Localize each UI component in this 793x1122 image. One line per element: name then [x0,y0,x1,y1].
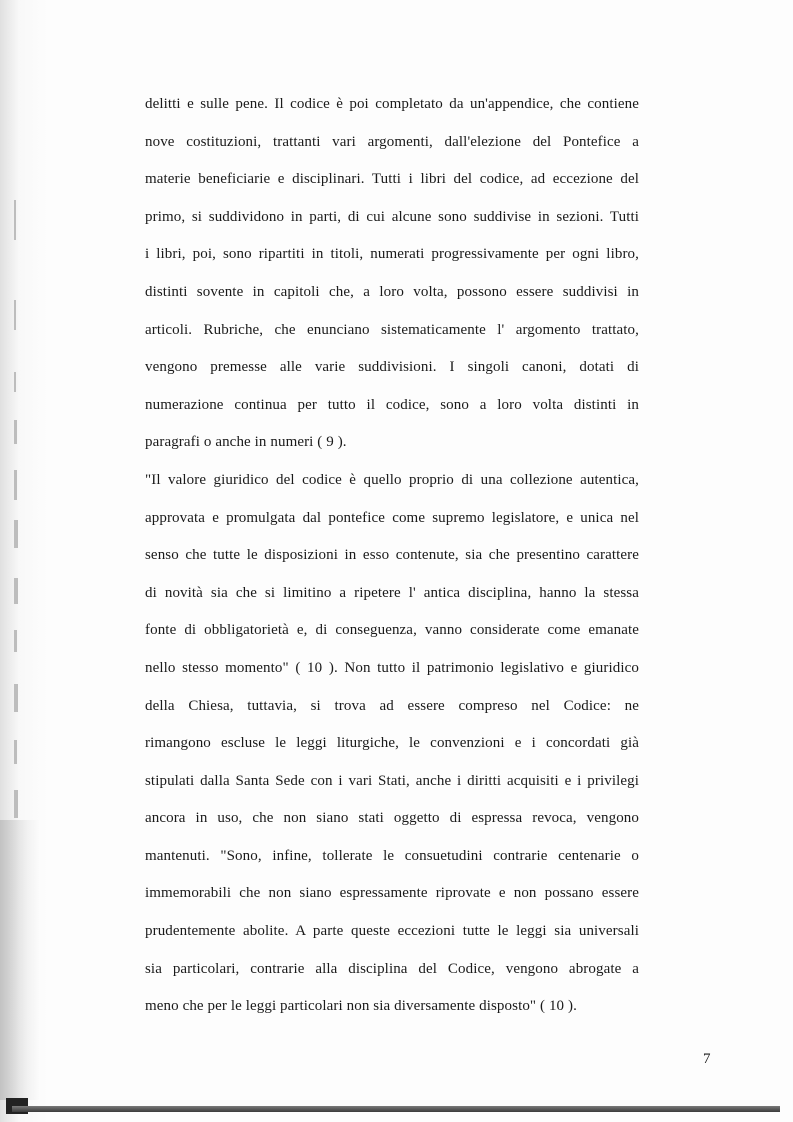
text-line: di novità sia che si limitino a ripetere l' antica disciplina, hanno la stessa [145,584,639,601]
text-line: paragrafi o anche in numeri ( 9 ). [145,434,347,451]
text-line: stipulati dalla Santa Sede con i vari Stati, anche i diritti acquisiti e i privilegi [145,772,639,789]
text-line: immemorabili che non siano espressamente riprovate e non possano essere [145,885,639,902]
text-line: meno che per le leggi particolari non sia diversamente disposto" ( 10 ). [145,998,577,1015]
binding-edge-marks [14,0,28,1122]
text-line: mantenuti. "Sono, infine, tollerate le consuetudini contrarie centenarie o [145,847,639,864]
text-line: primo, si suddividono in parti, di cui alcune sono suddivise in sezioni. Tutti [145,208,639,225]
text-line: i libri, poi, sono ripartiti in titoli, numerati progressivamente per ogni libro, [145,246,639,263]
text-line: fonte di obbligatorietà e, di conseguenza, vanno considerate come emanate [145,622,639,639]
text-line: distinti sovente in capitoli che, a loro volta, possono essere suddivisi in [145,283,639,300]
text-line: nove costituzioni, trattanti vari argomenti, dall'elezione del Pontefice a [145,133,639,150]
text-line: articoli. Rubriche, che enunciano sistematicamente l' argomento trattato, [145,321,639,338]
text-line: della Chiesa, tuttavia, si trova ad essere compreso nel Codice: ne [145,697,639,714]
scan-bottom-edge [12,1106,780,1112]
text-line: "Il valore giuridico del codice è quello proprio di una collezione autentica, [145,471,639,488]
text-line: ancora in uso, che non siano stati oggetto di espressa revoca, vengono [145,810,639,827]
text-line: senso che tutte le disposizioni in esso contenute, sia che presentino carattere [145,547,639,564]
body-text [145,86,639,1026]
text-line: prudentemente abolite. A parte queste eccezioni tutte le leggi sia universali [145,923,639,940]
text-line: sia particolari, contrarie alla disciplina del Codice, vengono abrogate a [145,960,639,977]
text-line: approvata e promulgata dal pontefice come supremo legislatore, e unica nel [145,509,639,526]
page-number: 7 [703,1051,711,1067]
text-line: rimangono escluse le leggi liturgiche, le convenzioni e i concordati già [145,735,639,752]
text-line: vengono premesse alle varie suddivisioni. I singoli canoni, dotati di [145,359,639,376]
text-line: nello stesso momento" ( 10 ). Non tutto il patrimonio legislativo e giuridico [145,659,639,676]
text-line: numerazione continua per tutto il codice, sono a loro volta distinti in [145,396,639,413]
text-line: delitti e sulle pene. Il codice è poi completato da un'appendice, che contiene [145,96,639,112]
text-line: materie beneficiarie e disciplinari. Tutti i libri del codice, ad eccezione del [145,171,639,188]
